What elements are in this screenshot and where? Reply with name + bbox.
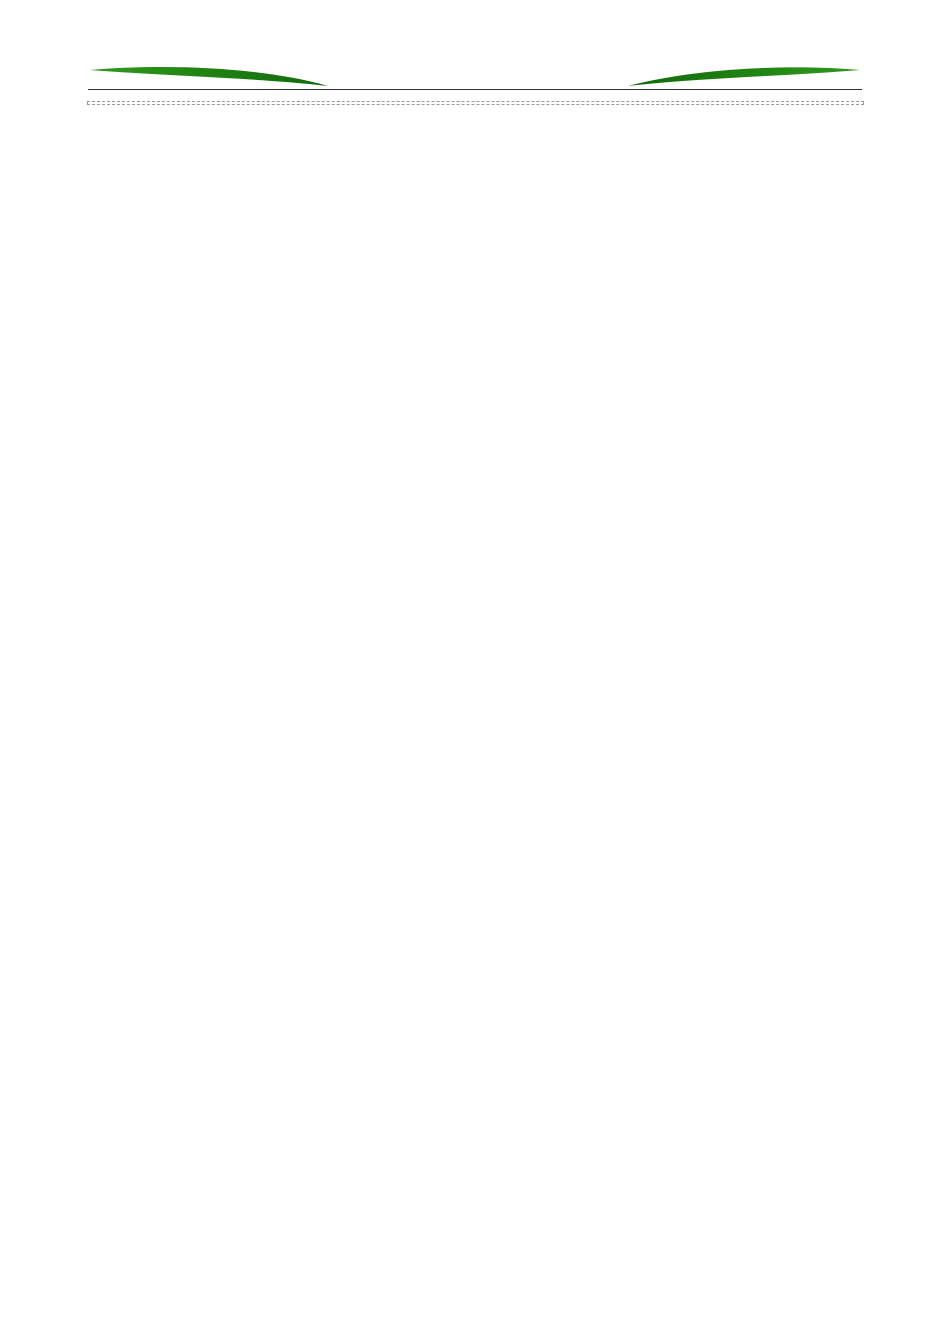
example-sentences-box	[87, 101, 864, 105]
right-swoosh	[628, 67, 860, 86]
page-header	[88, 62, 862, 96]
header-rule	[88, 89, 862, 90]
left-swoosh	[90, 67, 328, 86]
header-decoration	[88, 62, 862, 96]
document-body	[91, 100, 866, 107]
